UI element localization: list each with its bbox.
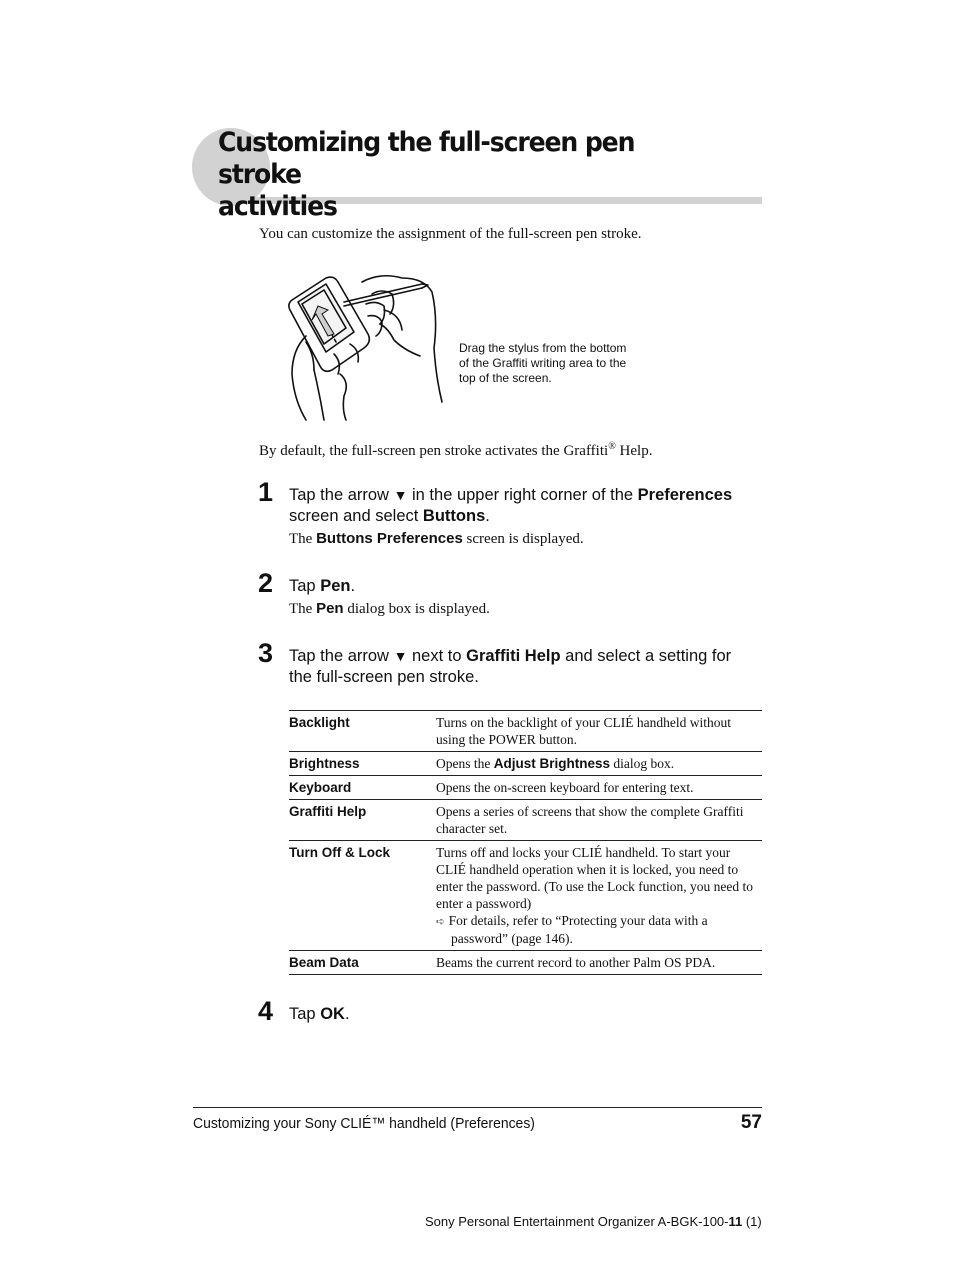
figure-caption-line2: of the Graffiti writing area to the bbox=[459, 356, 627, 370]
step-3-text-a: Tap the arrow bbox=[289, 647, 394, 665]
registered-mark: ® bbox=[608, 441, 616, 452]
page-number: 57 bbox=[740, 1112, 762, 1133]
step-2-result-post: dialog box is displayed. bbox=[343, 601, 490, 617]
document-code bbox=[425, 1213, 762, 1230]
step-1-text-c: screen and select bbox=[289, 507, 423, 525]
option-turn-off-lock-desc bbox=[436, 841, 762, 951]
figure-caption-line3: top of the screen. bbox=[459, 371, 552, 385]
document-code-pre: Sony Personal Entertainment Organizer A-BGK-100- bbox=[425, 1214, 729, 1229]
step-1-instruction bbox=[289, 485, 769, 527]
step-3-number: 3 bbox=[258, 638, 274, 668]
turn-off-lock-desc-text: Turns off and locks your CLIÉ handheld. To start your CLIÉ handheld operation when it is locked, you need to enter the password. (To use the Lock function, you need to enter a password) bbox=[436, 845, 753, 911]
turn-off-lock-note bbox=[436, 912, 762, 947]
step-4-number: 4 bbox=[258, 996, 274, 1026]
graffiti-help-label: Graffiti Help bbox=[466, 647, 561, 665]
step-1-result-post: screen is displayed. bbox=[462, 531, 584, 547]
adjust-brightness-label: Adjust Brightness bbox=[493, 756, 611, 771]
step-1-text-b: in the upper right corner of the bbox=[407, 486, 638, 504]
pen-label: Pen bbox=[320, 577, 351, 595]
option-brightness: Brightness bbox=[289, 752, 436, 776]
table-row bbox=[289, 711, 762, 752]
footer-section-title: Customizing your Sony CLIÉ™ handheld (Preferences) bbox=[193, 1115, 535, 1132]
step-4-text-b: . bbox=[344, 1005, 350, 1023]
step-2-result-pre: The bbox=[289, 601, 317, 617]
step-1-text-a: Tap the arrow bbox=[289, 486, 394, 504]
dropdown-arrow-icon: ▼ bbox=[393, 648, 408, 664]
step-3-text-c: and select a setting for bbox=[560, 647, 732, 665]
page-title-line1: Customizing the full-screen pen stroke bbox=[218, 127, 635, 190]
figure-caption-line1: Drag the stylus from the bottom bbox=[459, 341, 627, 355]
right-arrow-icon: ➪ bbox=[436, 915, 446, 928]
turn-off-lock-note-text: For details, refer to “Protecting your data with a password” (page 146). bbox=[448, 913, 708, 946]
step-4-instruction bbox=[289, 1004, 350, 1025]
option-keyboard: Keyboard bbox=[289, 776, 436, 800]
figure-caption bbox=[459, 341, 659, 386]
brightness-desc-post: dialog box. bbox=[610, 756, 675, 771]
step-3-text-b: next to bbox=[407, 647, 467, 665]
step-3-instruction bbox=[289, 646, 769, 688]
ok-label: OK bbox=[320, 1005, 345, 1023]
page-title-line2: activities bbox=[218, 191, 337, 222]
intro-paragraph: You can customize the assignment of the full-screen pen stroke. bbox=[259, 226, 642, 242]
default-text-before: By default, the full-screen pen stroke activates the Graffiti bbox=[259, 443, 609, 459]
step-1-text-d: . bbox=[485, 507, 490, 525]
table-row bbox=[289, 776, 762, 800]
pen-dialog-label: Pen bbox=[316, 600, 344, 617]
step-1-result-pre: The bbox=[289, 531, 317, 547]
step-1-number: 1 bbox=[258, 477, 274, 507]
brightness-desc-pre: Opens the bbox=[436, 756, 494, 771]
step-2-text-a: Tap bbox=[289, 577, 321, 595]
table-row bbox=[289, 752, 762, 776]
table-row bbox=[289, 800, 762, 841]
option-beam-data: Beam Data bbox=[289, 951, 436, 975]
option-graffiti-help: Graffiti Help bbox=[289, 800, 436, 841]
buttons-preferences-label: Buttons Preferences bbox=[316, 530, 463, 547]
step-1-result bbox=[289, 529, 584, 549]
preferences-label: Preferences bbox=[637, 486, 733, 504]
option-graffiti-help-desc: Opens a series of screens that show the complete Graffiti character set. bbox=[436, 800, 762, 841]
default-paragraph bbox=[259, 437, 652, 461]
document-code-bold: 11 bbox=[728, 1214, 743, 1229]
document-code-post: (1) bbox=[742, 1214, 762, 1229]
step-2-text-b: . bbox=[350, 577, 356, 595]
option-turn-off-lock: Turn Off & Lock bbox=[289, 841, 436, 951]
step-3-text-d: the full-screen pen stroke. bbox=[289, 668, 479, 686]
step-4-text-a: Tap bbox=[289, 1005, 321, 1023]
pen-stroke-options-table bbox=[289, 710, 762, 975]
step-2-instruction bbox=[289, 576, 355, 597]
option-backlight-desc: Turns on the backlight of your CLIÉ handheld without using the POWER button. bbox=[436, 711, 762, 752]
page-title bbox=[218, 127, 720, 223]
dropdown-arrow-icon: ▼ bbox=[393, 487, 408, 503]
option-beam-data-desc: Beams the current record to another Palm OS PDA. bbox=[436, 951, 762, 975]
table-row bbox=[289, 951, 762, 975]
buttons-label: Buttons bbox=[422, 507, 486, 525]
step-2-number: 2 bbox=[258, 568, 274, 598]
option-brightness-desc bbox=[436, 752, 762, 776]
step-2-result bbox=[289, 599, 490, 619]
option-keyboard-desc: Opens the on-screen keyboard for entering text. bbox=[436, 776, 762, 800]
option-backlight: Backlight bbox=[289, 711, 436, 752]
table-row bbox=[289, 841, 762, 951]
footer-rule bbox=[193, 1107, 762, 1108]
stylus-drag-illustration bbox=[284, 270, 446, 422]
default-text-after: Help. bbox=[615, 443, 653, 459]
